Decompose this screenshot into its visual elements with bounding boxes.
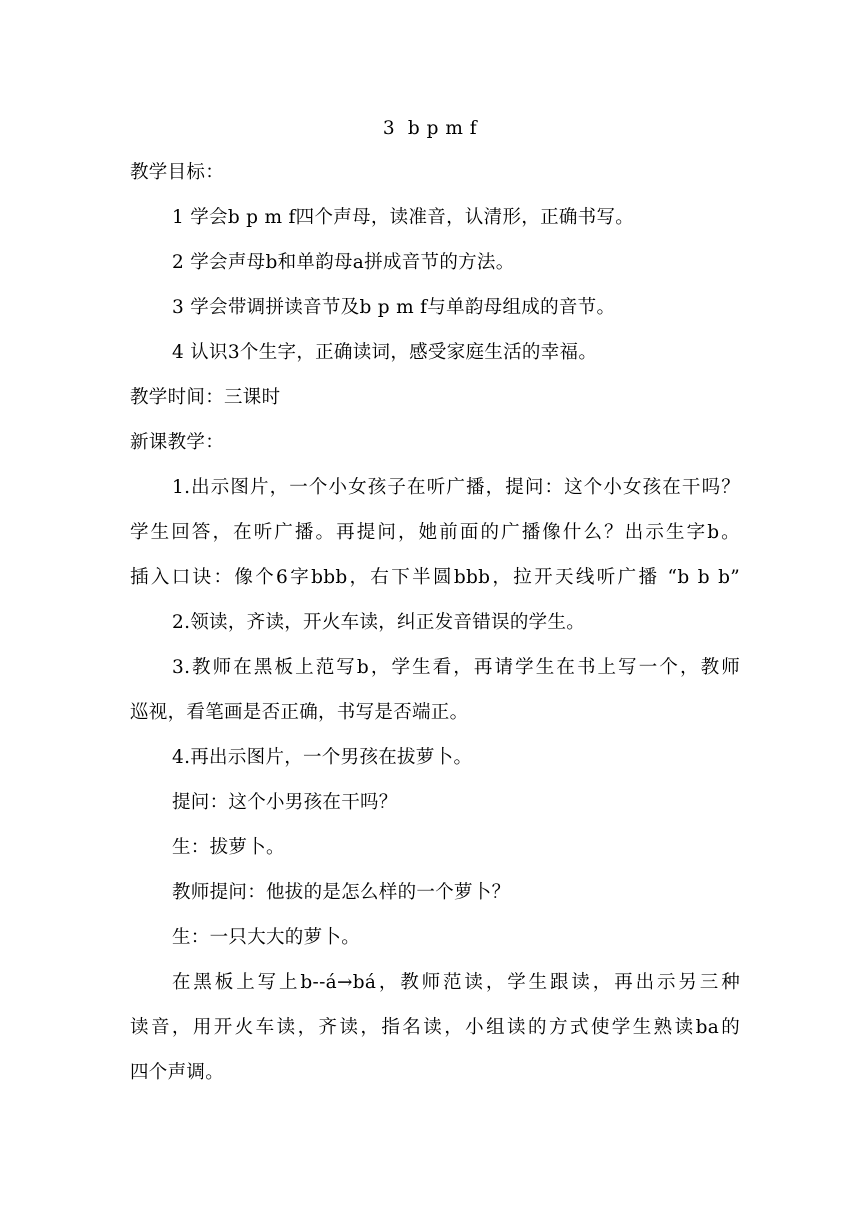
paragraph-2: 2.领读，齐读，开火车读，纠正发音错误的学生。 bbox=[172, 612, 586, 633]
goal-item-3: 3 学会带调拼读音节及b p m f与单韵母组成的音节。 bbox=[172, 297, 616, 318]
paragraph-3-line-1: 3.教师在黑板上范写b，学生看，再请学生在书上写一个，教师 bbox=[172, 657, 740, 678]
dialogue-answer-2: 生：一只大大的萝卜。 bbox=[172, 927, 361, 948]
paragraph-1-line-3: 插入口诀：像个6字bbb，右下半圆bbb，拉开天线听广播 “b b b” bbox=[130, 567, 740, 588]
document-title: 3 b p m f bbox=[382, 118, 478, 139]
dialogue-question-2: 教师提问：他拔的是怎么样的一个萝卜？ bbox=[172, 882, 511, 903]
paragraph-1-line-1: 1.出示图片，一个小女孩子在听广播，提问：这个小女孩在干吗？ bbox=[172, 477, 740, 498]
goal-item-1: 1 学会b p m f四个声母，读准音，认清形，正确书写。 bbox=[172, 207, 635, 228]
teaching-time: 教学时间：三课时 bbox=[130, 387, 281, 408]
goal-item-2: 2 学会声母b和单韵母a拼成音节的方法。 bbox=[172, 252, 515, 273]
paragraph-4: 4.再出示图片，一个男孩在拔萝卜。 bbox=[172, 747, 473, 768]
paragraph-3-line-2: 巡视，看笔画是否正确，书写是否端正。 bbox=[130, 702, 469, 723]
goal-item-4: 4 认识3个生字，正确读词，感受家庭生活的幸福。 bbox=[172, 342, 598, 363]
dialogue-question-1: 提问：这个小男孩在干吗？ bbox=[172, 792, 398, 813]
paragraph-5-line-1: 在黑板上写上b--á→bá，教师范读，学生跟读，再出示另三种 bbox=[172, 972, 740, 993]
paragraph-1-line-2: 学生回答，在听广播。再提问，她前面的广播像什么？出示生字b。 bbox=[130, 522, 740, 543]
paragraph-5-line-2: 读音，用开火车读，齐读，指名读，小组读的方式使学生熟读ba的 bbox=[130, 1017, 740, 1038]
dialogue-answer-1: 生：拔萝卜。 bbox=[172, 837, 285, 858]
heading-teaching-goals: 教学目标： bbox=[130, 162, 225, 183]
heading-new-lesson: 新课教学： bbox=[130, 432, 225, 453]
paragraph-5-line-3: 四个声调。 bbox=[130, 1062, 225, 1083]
